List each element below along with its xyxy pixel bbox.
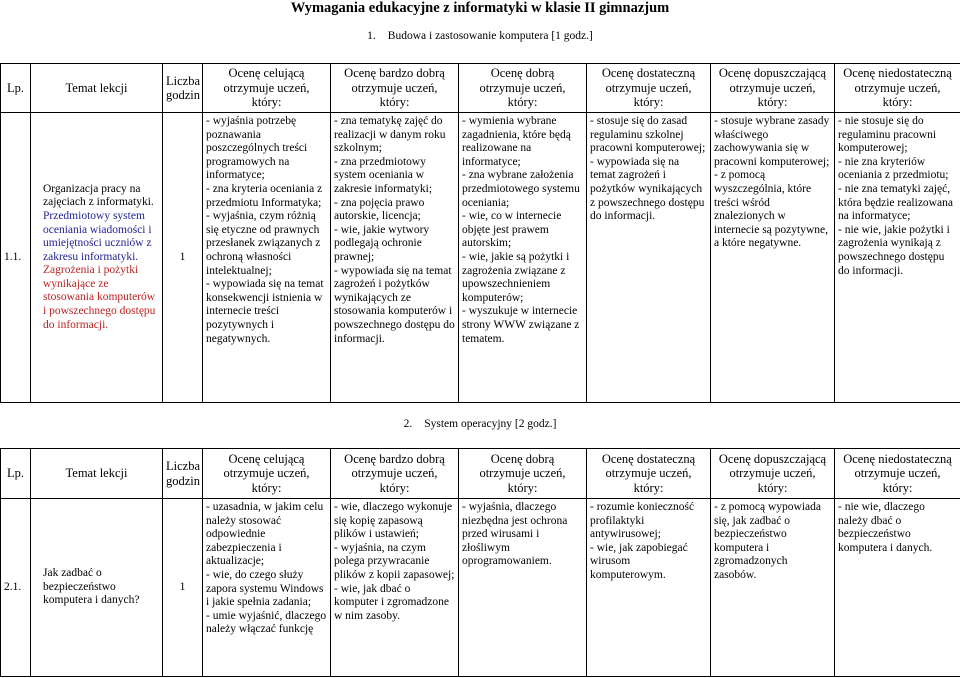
cell-bardzo-dobra: - wie, dlaczego wykonuje się kopię zapasową plików i ustawień; - wyjaśnia, na czym polega przywracanie plików z kopii zapasowej; - wie, jak dbać o komputer i zgromadzone w nim zasoby. (331, 499, 459, 677)
header-grade-celujaca: Ocenę celującą otrzymuje uczeń, który: (203, 449, 331, 499)
cell-niedostateczna: - nie stosuje się do regulaminu pracowni komputerowej; - nie zna kryteriów oceniania z przedmiotu; - nie zna tematyki zajęć, która będzie realizowana na informatyce; - nie wie, jakie pożytki i zagrożenia wynikają z powszechnego dostępu do informacji. (835, 113, 960, 403)
header-grade-bardzo-dobra: Ocenę bardzo dobrą otrzymuje uczeń, który: (331, 64, 459, 113)
header-hours: Liczba godzin (163, 64, 203, 113)
cell-dostateczna: - stosuje się do zasad regulaminu szkolnej pracowni komputerowej; - wypowiada się na temat zagrożeń i pożytków wynikających z powszechnego dostępu do informacji. (587, 113, 711, 403)
cell-dopuszczajaca: - stosuje wybrane zasady właściwego zachowywania się w pracowni komputerowej; - z pomocą wyszczególnia, które treści wśród znalezionych w internecie są pozytywne, a które negatywne. (711, 113, 835, 403)
header-grade-niedostateczna: Ocenę niedostateczną otrzymuje uczeń, który: (835, 64, 960, 113)
cell-dobra: - wyjaśnia, dlaczego niezbędna jest ochrona przed wirusami i złośliwym oprogramowaniem. (459, 499, 587, 677)
cell-niedostateczna: - nie wie, dlaczego należy dbać o bezpieczeństwo komputera i danych. (835, 499, 960, 677)
section-heading-2 (0, 418, 960, 431)
header-row (1, 449, 960, 499)
header-topic: Temat lekcji (31, 64, 163, 113)
row-topic: Jak zadbać o bezpieczeństwo komputera i danych? (31, 499, 163, 677)
section-number: 2. (403, 418, 413, 430)
requirements-table-1 (0, 63, 960, 403)
cell-celujaca: - uzasadnia, w jakim celu należy stosować odpowiednie zabezpieczenia i aktualizacje; - wie, do czego służy zapora systemu Windows i jakie spełnia zadania; - umie wyjaśnić, dlaczego należy włączać funkcję (203, 499, 331, 677)
header-grade-dopuszczajaca: Ocenę dopuszczającą otrzymuje uczeń, który: (711, 449, 835, 499)
header-hours: Liczba godzin (163, 449, 203, 499)
header-lp: Lp. (1, 449, 31, 499)
header-topic: Temat lekcji (31, 449, 163, 499)
cell-celujaca: - wyjaśnia potrzebę poznawania poszczególnych treści programowych na informatyce; - zna kryteria oceniania z przedmiotu Informatyka; - wyjaśnia, czym różnią się etyczne od prawnych przesłanek związanych z ochroną własności intelektualnej; - wypowiada się na temat konsekwencji istnienia w internecie treści pozytywnych i negatywnych. (203, 113, 331, 403)
header-grade-bardzo-dobra: Ocenę bardzo dobrą otrzymuje uczeń, który: (331, 449, 459, 499)
section-name: System operacyjny [2 godz.] (424, 418, 557, 430)
table-row (1, 499, 960, 677)
header-lp: Lp. (1, 64, 31, 113)
header-grade-celujaca: Ocenę celującą otrzymuje uczeń, który: (203, 64, 331, 113)
document-title: Wymagania edukacyjne z informatyki w klasie II gimnazjum (290, 0, 670, 16)
cell-dobra: - wymienia wybrane zagadnienia, które będą realizowane na informatyce; - zna wybrane założenia przedmiotowego systemu oceniania; - wie, co w internecie objęte jest prawem autorskim; - wie, jakie są pożytki i zagrożenia związane z upowszechnieniem komputerów; - wyszukuje w internecie strony WWW związane z tematem. (459, 113, 587, 403)
header-grade-niedostateczna: Ocenę niedostateczną otrzymuje uczeń, który: (835, 449, 960, 499)
row-lp: 1.1. (1, 113, 31, 403)
cell-dostateczna: - rozumie konieczność profilaktyki antywirusowej; - wie, jak zapobiegać wirusom komputerowym. (587, 499, 711, 677)
header-grade-dobra: Ocenę dobrą otrzymuje uczeń, który: (459, 449, 587, 499)
header-grade-dostateczna: Ocenę dostateczną otrzymuje uczeń, który: (587, 64, 711, 113)
row-lp: 2.1. (1, 499, 31, 677)
row-topic: Organizacja pracy na zajęciach z informatyki. Przedmiotowy system oceniania wiadomości i umiejętności uczniów z zakresu informatyki. Zagrożenia i pożytki wynikające ze stosowania komputerów i powszechnego dostępu do informacji. (31, 113, 163, 403)
cell-dopuszczajaca: - z pomocą wypowiada się, jak zadbać o bezpieczeństwo komputera i zgromadzonych zasobów. (711, 499, 835, 677)
row-hours: 1 (163, 113, 203, 403)
cell-bardzo-dobra: - zna tematykę zajęć do realizacji w danym roku szkolnym; - zna przedmiotowy system oceniania w zakresie informatyki; - zna pojęcia prawo autorskie, licencja; - wie, jakie wytwory podlegają ochronie prawnej; - wypowiada się na temat zagrożeń i pożytków wynikających ze stosowania komputerów i powszechnego dostępu do informacji. (331, 113, 459, 403)
section-number: 1. (367, 30, 376, 42)
header-row (1, 64, 960, 113)
header-grade-dobra: Ocenę dobrą otrzymuje uczeń, który: (459, 64, 587, 113)
header-grade-dostateczna: Ocenę dostateczną otrzymuje uczeń, który: (587, 449, 711, 499)
header-grade-dopuszczajaca: Ocenę dopuszczającą otrzymuje uczeń, który: (711, 64, 835, 113)
row-hours: 1 (163, 499, 203, 677)
table-row (1, 113, 960, 403)
section-name: Budowa i zastosowanie komputera [1 godz.] (387, 30, 593, 42)
requirements-table-2 (0, 448, 960, 677)
section-heading-1 (0, 30, 960, 43)
